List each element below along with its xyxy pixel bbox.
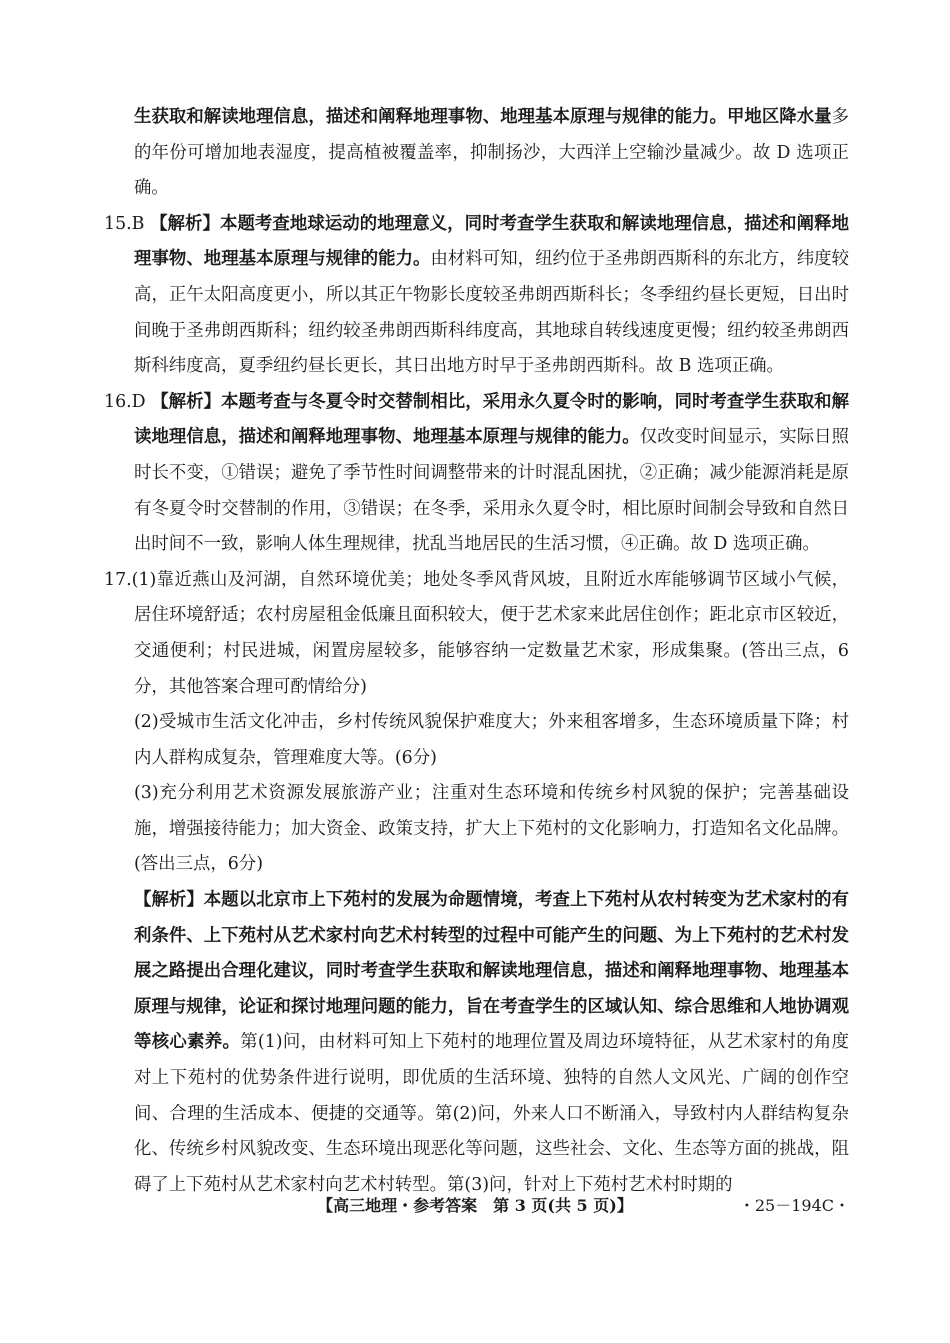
q15-answer: B — [131, 213, 145, 234]
q17-part-3-text: (3)充分利用艺术资源发展旅游产业；注重对生态环境和传统乡村风貌的保护；完善基础设施，增强接待能力；加大资金、政策支持，扩大上下苑村的文化影响力，打造知名文化品牌。(答出三点，6分) — [134, 783, 849, 875]
q17-analysis-body: 第(1)问，由材料可知上下苑村的地理位置及周边环境特征，从艺术家村的角度对上下苑村的优势条件进行说明，即优质的生活环境、独特的自然人文风光、广阔的创作空间、合理的生活成本、便捷的交通等。第(2)问，外来人口不断涌入，导致村内人群结构复杂化、传统乡村风貌改变、生态环境出现恶化等问题，这些社会、文化、生态等方面的挑战，阻碍了上下苑村从艺术家村向艺术村转型。第(3)问，针对上下苑村艺术村时期的 — [134, 1032, 849, 1195]
q16-analysis-tag: 【解析】 — [151, 391, 222, 412]
page-footer — [0, 1191, 950, 1221]
q16-answer: D — [131, 391, 146, 412]
q15-analysis-body: 由材料可知，纽约位于圣弗朗西斯科的东北方，纬度较高，正午太阳高度更小，所以其正午物影长度较圣弗朗西斯科长；冬季纽约昼长更短，日出时间晚于圣弗朗西斯科；纽约较圣弗朗西斯科纬度高，其地球自转线速度更慢；纽约较圣弗朗西斯科纬度高，夏季纽约昼长更长，其日出地方时早于圣弗朗西斯科。故 B 选项正确。 — [134, 249, 849, 377]
q15-analysis-intro: 本题考查地球运动的地理意义，同时考查学生获取和解读地理信息，描述和阐释地理事物、地理基本原理与规律的能力。 — [134, 213, 849, 270]
question-17-part-3 — [104, 776, 849, 883]
q17-part-2-text: (2)受城市生活文化冲击，乡村传统风貌保护难度大；外来租客增多，生态环境质量下降；村内人群构成复杂，管理难度大等。(6分) — [134, 712, 849, 768]
q15-number: 15. — [104, 213, 132, 234]
footer-title: 【高三地理・参考答案 第 3 页(共 5 页)】 — [317, 1196, 633, 1215]
q17-analysis-tag: 【解析】 — [134, 890, 204, 911]
q16-analysis-body: 仅改变时间显示，实际日照时长不变，①错误；避免了季节性时间调整带来的计时混乱困扰，②正确；减少能源消耗是原有冬夏令时交替制的作用，③错误；在冬季，采用永久夏令时，相比原时间制会导致和自然日出时间不一致，影响人体生理规律，扰乱当地居民的生活习惯，④正确。故 D 选项正确。 — [134, 427, 849, 555]
footer-code: ・25－194C・ — [738, 1196, 850, 1215]
q17-analysis-intro: 本题以北京市上下苑村的发展为命题情境，考查上下苑村从农村转变为艺术家村的有利条件、上下苑村从艺术家村向艺术村转型的过程中可能产生的问题、为上下苑村的艺术村发展之路提出合理化建议，同时考查学生获取和解读地理信息，描述和阐释地理事物、地理基本原理与规律，论证和探讨地理问题的能力，旨在考查学生的区域认知、综合思维和人地协调观等核心素养。 — [134, 890, 849, 1053]
q14-text-line-2: 多的年份可增加地表湿度，提高植被覆盖率，抑制扬沙，大西洋上空输沙量减少。故 D 选项 — [134, 107, 849, 163]
question-16 — [104, 385, 849, 563]
question-17-part-1 — [104, 563, 849, 705]
q14-text-line-1: 生获取和解读地理信息，描述和阐释地理事物、地理基本原理与规律的能力。甲地区降水量 — [134, 107, 832, 127]
q16-number: 16. — [104, 391, 132, 412]
page-content — [104, 100, 849, 1203]
q17-number: 17. — [104, 569, 132, 590]
question-15 — [104, 207, 849, 385]
question-17-analysis — [104, 883, 849, 1203]
q15-analysis-tag: 【解析】 — [150, 213, 220, 234]
q14-text-line-3: 正确。 — [134, 142, 849, 199]
q14-continuation — [104, 100, 849, 207]
question-17-part-2 — [104, 705, 849, 776]
q16-analysis-intro: 本题考查与冬夏令时交替制相比，采用永久夏令时的影响，同时考查学生获取和解读地理信息，描述和阐释地理事物、地理基本原理与规律的能力。 — [134, 391, 849, 448]
q17-part-1-text: (1)靠近燕山及河湖，自然环境优美；地处冬季风背风坡，且附近水库能够调节区域小气候，居住环境舒适；农村房屋租金低廉且面积较大，便于艺术家来此居住创作；距北京市区较近，交通便利；村民进城，闲置房屋较多，能够容纳一定数量艺术家，形成集聚。(答出三点，6分，其他答案合理可酌情给分) — [131, 569, 849, 697]
